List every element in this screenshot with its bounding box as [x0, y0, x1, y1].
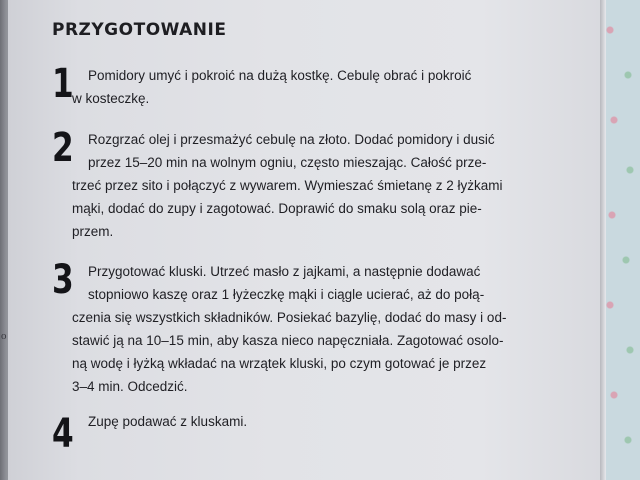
step-number: 2	[52, 125, 74, 171]
step-text	[72, 128, 550, 243]
step-line: przem.	[72, 224, 114, 239]
step-line: czenia się wszystkich składników. Posiekać bazylię, dodać do masy i od-	[72, 310, 507, 325]
step-text	[72, 260, 550, 398]
step-line: stawić ją na 10–15 min, aby kasza nieco napęczniała. Zagotować osolo-	[72, 333, 504, 348]
step-number: 4	[52, 411, 74, 457]
step-number: 1	[52, 61, 74, 107]
background-left-edge	[0, 0, 8, 480]
step-line: 3–4 min. Odcedzić.	[72, 379, 188, 394]
recipe-page	[8, 0, 600, 480]
step-line: stopniowo kaszę oraz 1 łyżeczkę mąki i ciągle ucierać, aż do połą-	[88, 287, 485, 302]
step-line: Pomidory umyć i pokroić na dużą kostkę. Cebulę obrać i pokroić	[88, 68, 472, 83]
step-line: Rozgrzać olej i przesmażyć cebulę na złoto. Dodać pomidory i dusić	[88, 132, 495, 147]
floral-tablecloth	[600, 0, 640, 480]
adjacent-page-character: o	[1, 330, 7, 342]
page-heading: PRZYGOTOWANIE	[52, 20, 227, 40]
page-edge-shadow	[600, 0, 606, 480]
step-line: Przygotować kluski. Utrzeć masło z jajkami, a następnie dodawać	[88, 264, 481, 279]
step-line: w kosteczkę.	[72, 91, 150, 106]
step-line: trzeć przez sito i połączyć z wywarem. Wymieszać śmietanę z 2 łyżkami	[72, 178, 503, 193]
step-text	[72, 64, 550, 110]
step-line: Zupę podawać z kluskami.	[88, 414, 248, 429]
step-line: ną wodę i łyżką wkładać na wrzątek kluski, po czym gotować je przez	[72, 356, 487, 371]
step-number: 3	[52, 257, 74, 303]
step-text	[88, 410, 550, 433]
step-line: mąki, dodać do zupy i zagotować. Doprawić do smaku solą oraz pie-	[72, 201, 482, 216]
step-line: przez 15–20 min na wolnym ogniu, często mieszając. Całość prze-	[88, 155, 487, 170]
